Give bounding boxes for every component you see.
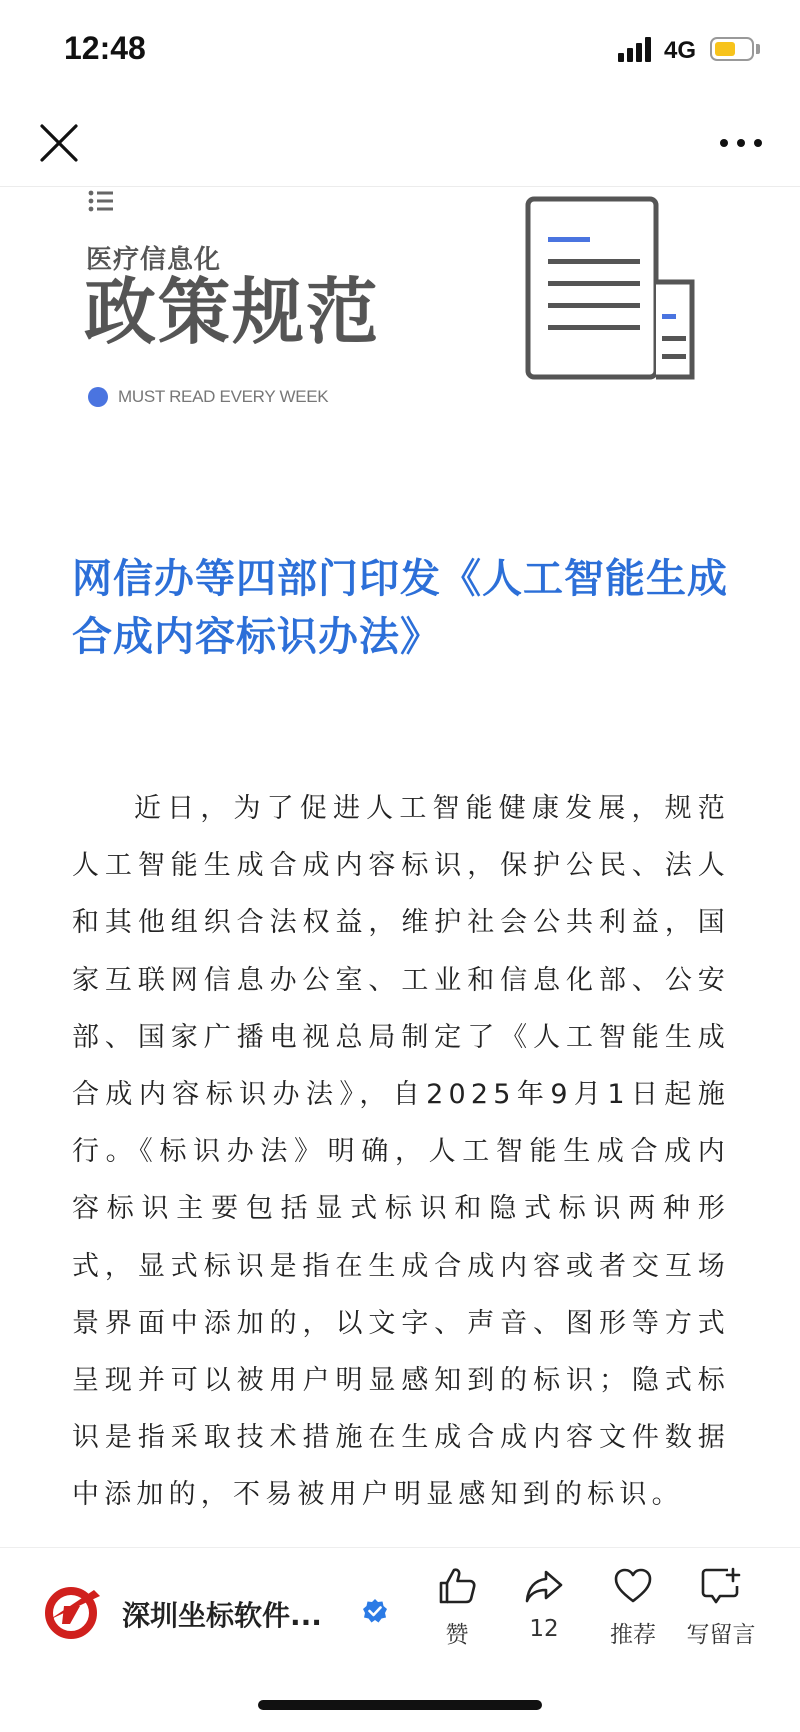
like-label: 赞 — [445, 1622, 469, 1648]
like-button[interactable] — [414, 1566, 500, 1649]
heart-icon — [613, 1566, 653, 1606]
comment-icon — [700, 1566, 742, 1606]
article-headline: 网信办等四部门印发《人工智能生成合成内容标识办法》 — [72, 556, 728, 660]
comment-label: 写留言 — [686, 1622, 756, 1648]
dot-icon — [88, 387, 108, 407]
share-icon — [524, 1566, 564, 1606]
comment-button[interactable] — [678, 1566, 764, 1649]
status-bar — [0, 0, 800, 100]
banner-tagline — [88, 387, 328, 407]
recommend-label: 推荐 — [610, 1622, 656, 1648]
article-body: 近日，为了促进人工智能健康发展，规范人工智能生成合成内容标识，保护公民、法人和其他组织合法权益，维护社会公共利益，国家互联网信息办公室、工业和信息化部、公安部、国家广播电视总局制定了《人工智能生成合成内容标识办法》，自2025年9月1日起施行。《标识办法》明确，人工智能生成合成内容标识主要包括显式标识和隐式标识两种形式，显式标识是指在生成合成内容或者交互场景界面中添加的，以文字、声音、图形等方式呈现并可以被用户明显感知到的标识；隐式标识是指采取技术措施在生成合成内容文件数据中添加的，不易被用户明显感知到的标识。 — [72, 793, 730, 1511]
document-icon — [520, 187, 720, 387]
status-time: 12:48 — [64, 30, 146, 66]
account-logo-icon[interactable] — [44, 1582, 102, 1640]
recommend-button[interactable] — [590, 1566, 676, 1649]
more-icon — [718, 128, 764, 158]
share-button[interactable] — [501, 1566, 587, 1642]
banner-subtitle: 医疗信息化 — [86, 245, 222, 275]
network-label: 4G — [664, 37, 697, 64]
article-banner — [0, 187, 800, 447]
list-icon — [88, 189, 114, 213]
nav-bar — [0, 100, 800, 187]
share-count: 12 — [529, 1616, 559, 1642]
account-name[interactable]: 深圳坐标软件... — [122, 1599, 322, 1632]
verified-icon — [362, 1598, 388, 1624]
tagline-text: MUST READ EVERY WEEK — [118, 387, 329, 406]
thumbs-up-icon — [437, 1566, 477, 1606]
signal-icon — [618, 36, 652, 62]
more-button[interactable] — [718, 128, 764, 158]
banner-title: 政策规范 — [84, 270, 381, 354]
battery-icon — [710, 37, 754, 61]
close-button[interactable] — [38, 122, 80, 164]
close-icon — [38, 122, 80, 164]
home-indicator[interactable] — [258, 1700, 542, 1710]
